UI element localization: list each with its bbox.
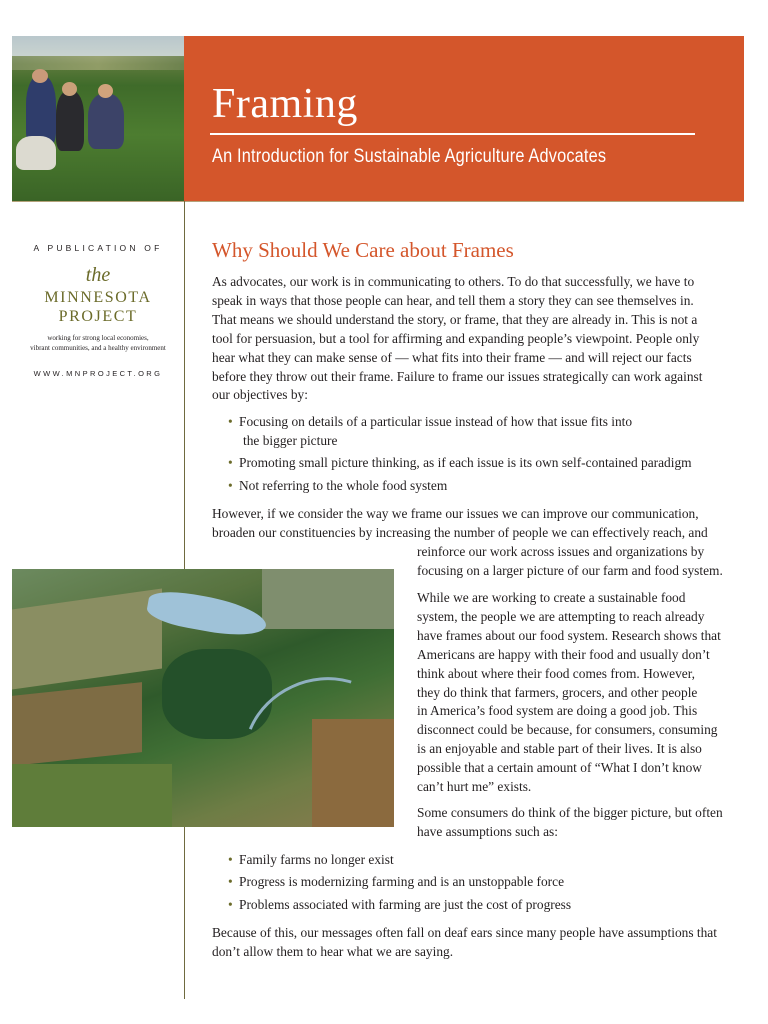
text-line: However, if we consider the way we frame our issues we can improve our communication, [212,506,699,521]
text-line: have assumptions such as: [417,823,558,839]
minnesota-project-logo [12,288,184,326]
text-line: don’t allow them to hear what we are saying. [212,943,454,959]
header-divider [12,201,744,202]
text-line: have frames about our food system. Research shows that [417,627,721,643]
text-line: can’t hurt me” exists. [417,779,532,795]
page-title: Framing [212,81,358,127]
text-line: While we are working to create a sustainable food [417,590,686,605]
logo-line-2: PROJECT [58,308,138,325]
title-rule [210,133,695,135]
bullet-icon: • [228,414,233,429]
website-url[interactable]: WWW.MNPROJECT.ORG [33,369,163,378]
tagline-line-2: vibrant communities, and a healthy environment [30,344,166,352]
paragraph-consumers [417,804,752,842]
page-subtitle: An Introduction for Sustainable Agriculture Advocates [212,146,607,167]
list-item-text: Promoting small picture thinking, as if each issue is its own self-contained paradigm [239,455,692,471]
text-line: hear what they can make sense of — what fits into their frame — and will reject our facts [212,349,692,365]
objectives-list [228,413,748,499]
text-line: in America’s food system are doing a good job. This [417,703,698,719]
text-line: disconnect could be because, for consumers, consuming [417,722,718,738]
list-item [228,454,748,473]
text-line: before they throw out their frame. Failure to frame our issues strategically can work against [212,368,703,384]
list-item [228,873,748,892]
bullet-icon: • [228,896,233,912]
list-item-text: Progress is modernizing farming and is an unstoppable force [239,874,565,890]
section-heading: Why Should We Care about Frames [212,238,514,262]
text-line: they do think that farmers, grocers, and other people [417,684,698,700]
list-item-text: the bigger picture [243,432,338,448]
text-line: think about where their food comes from. However, [417,665,695,681]
bullet-icon: • [228,477,233,493]
paragraph-conclusion [212,924,757,962]
text-line: tool for persuasion, but a tool for affirming and expanding people’s viewpoint. People only [212,330,700,346]
bullet-icon: • [228,852,233,867]
bullet-icon: • [228,874,233,890]
text-line: Because of this, our messages often fall on deaf ears since many people have assumptions that [212,925,717,940]
farmers-field-photo [12,36,184,201]
list-item-text: Focusing on details of a particular issue instead of how that issue fits into [239,414,633,429]
text-line: As advocates, our work is in communicating to others. To do that successfully, we have to [212,274,695,289]
paragraph-however [212,505,752,581]
list-item [228,477,748,496]
logo-tagline [12,333,184,353]
text-line: is an enjoyable and stable part of their lives. It is also [417,741,702,757]
text-line: reinforce our work across issues and organizations by [417,543,705,559]
text-line: our objectives by: [212,387,308,403]
text-line: system, the people we are attempting to reach already [417,608,705,624]
list-item-text: Family farms no longer exist [239,852,394,867]
title-banner [184,36,744,201]
list-item-text: Not referring to the whole food system [239,477,448,493]
text-line: broaden our constituencies by increasing the number of people we can effectively reach, and [212,524,708,540]
list-item [228,896,748,915]
paragraph-research [417,589,752,797]
publication-label: A PUBLICATION OF [33,243,163,253]
tagline-line-1: working for strong local economies, [47,334,149,342]
paragraph-intro [212,273,752,405]
logo-the: the [85,264,111,286]
text-line: That means we should understand the story, or frame, that they are already in. This is not a [212,311,698,327]
list-item [228,413,748,451]
text-line: speak in ways that those people can hear, and tell them a story they can see themselves in. [212,292,694,308]
list-item [228,851,748,870]
bullet-icon: • [228,455,233,471]
text-line: focusing on a larger picture of our farm and food system. [417,562,723,578]
assumptions-list [228,851,748,918]
text-line: Americans are happy with their food and usually don’t [417,646,710,662]
logo-line-1: MINNESOTA [44,289,152,306]
text-line: Some consumers do think of the bigger picture, but often [417,805,723,820]
text-line: possible that a certain amount of “What I don’t know [417,760,702,776]
list-item-text: Problems associated with farming are just the cost of progress [239,896,572,912]
aerial-landscape-photo [12,569,394,827]
